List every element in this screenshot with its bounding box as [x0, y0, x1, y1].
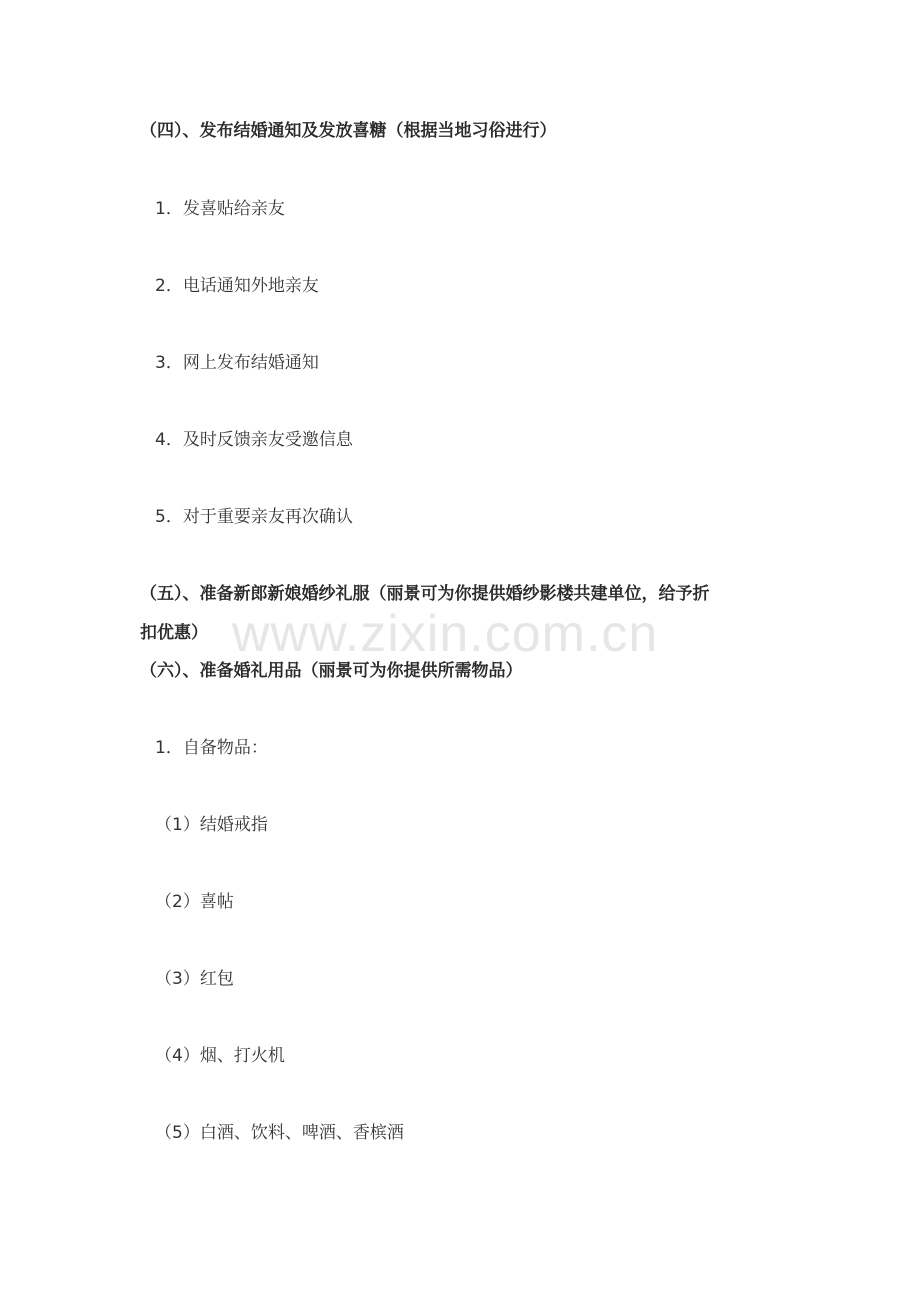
- watermark-text: www.zixin.com.cn: [232, 605, 659, 663]
- section-5-heading: （五）、准备新郎新娘婚纱礼服（丽景可为你提供婚纱影楼共建单位，给予折: [140, 584, 710, 604]
- section-5-heading-continued: 扣优惠）: [140, 623, 208, 643]
- sub-list-item: （3）红包: [155, 969, 234, 989]
- sub-list-item: （1）结婚戒指: [155, 815, 268, 835]
- list-item: 3．网上发布结婚通知: [155, 353, 319, 373]
- list-item: 4．及时反馈亲友受邀信息: [155, 430, 353, 450]
- section-4-heading: （四）、发布结婚通知及发放喜糖（根据当地习俗进行）: [140, 121, 557, 141]
- sub-list-item: （2）喜帖: [155, 892, 234, 912]
- list-item: 2．电话通知外地亲友: [155, 276, 319, 296]
- sub-list-item: （5）白酒、饮料、啤酒、香槟酒: [155, 1123, 404, 1143]
- section-6-heading: （六）、准备婚礼用品（丽景可为你提供所需物品）: [140, 661, 523, 681]
- sub-list-item: （4）烟、打火机: [155, 1046, 285, 1066]
- list-item: 5．对于重要亲友再次确认: [155, 507, 353, 527]
- list-item: 1．自备物品：: [155, 738, 268, 758]
- list-item: 1．发喜贴给亲友: [155, 199, 285, 219]
